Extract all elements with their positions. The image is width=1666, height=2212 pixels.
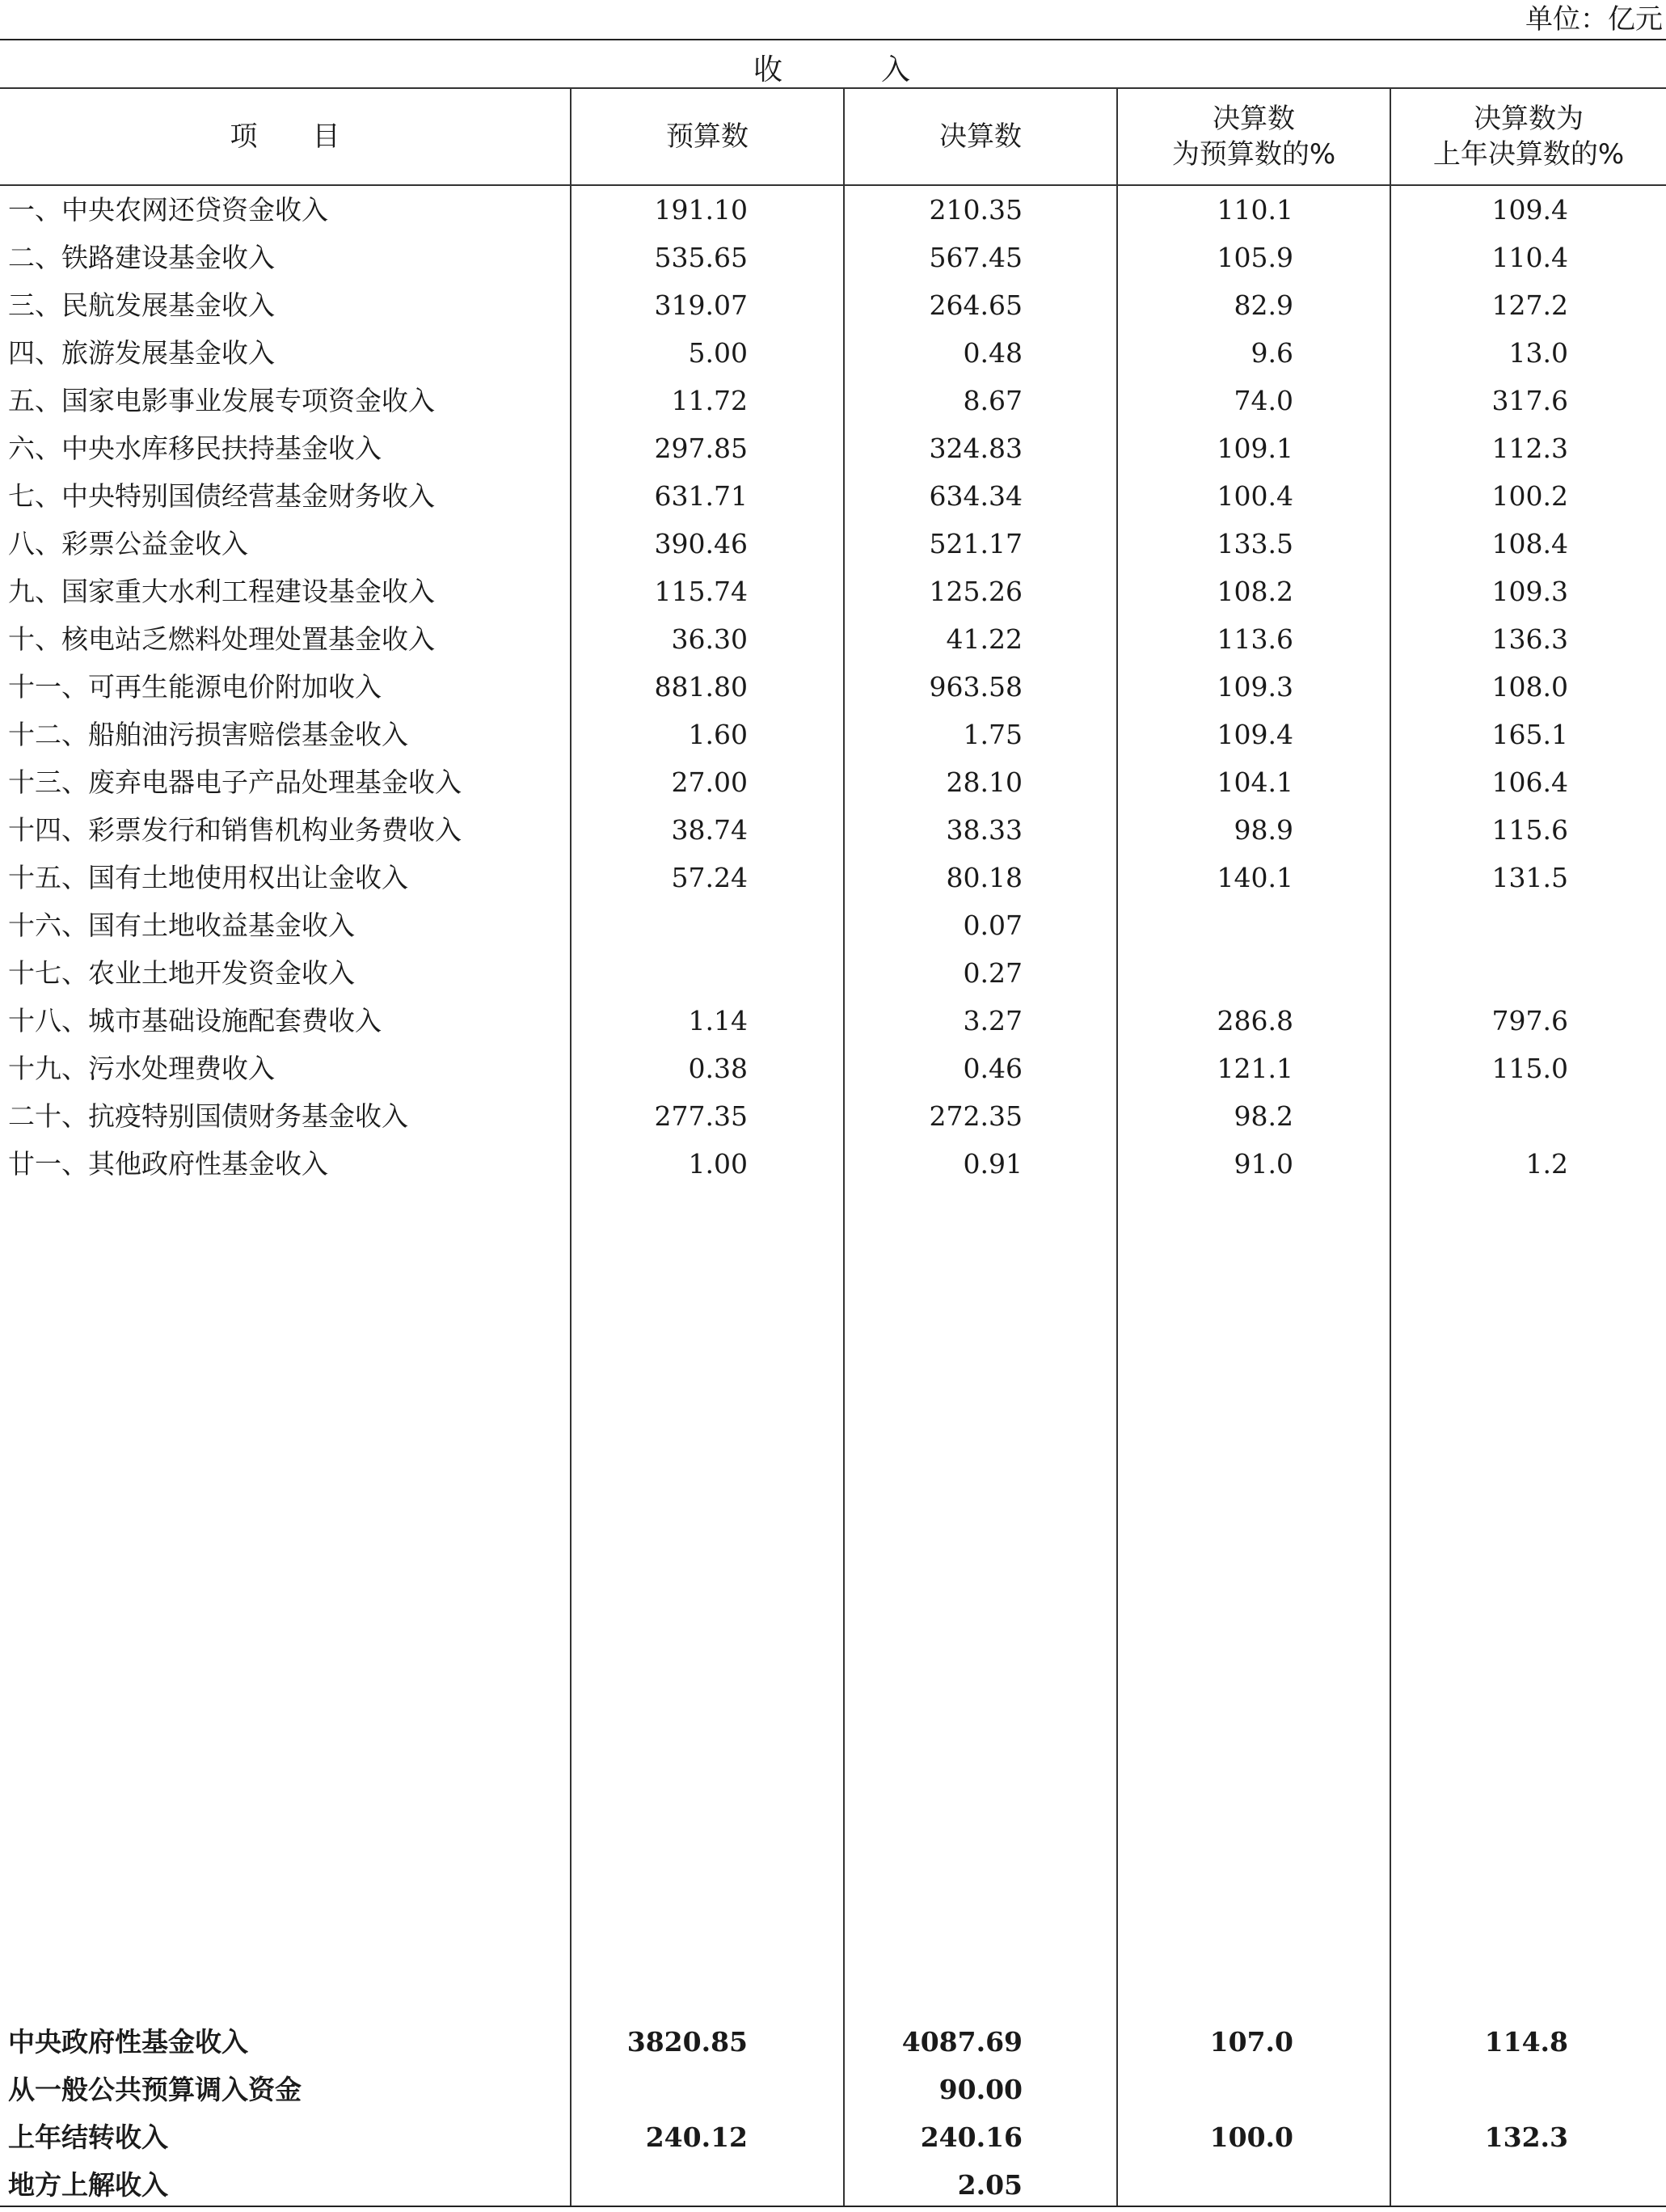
row-pct-last-year-value: 114.8 bbox=[1484, 2026, 1568, 2058]
row-pct-last-year-value: 106.4 bbox=[1491, 766, 1568, 798]
row-item-name: 上年结转收入 bbox=[8, 2121, 168, 2153]
row-pct-budget-value: 98.2 bbox=[1234, 1100, 1293, 1132]
row-pct-last-year-value bbox=[1390, 2161, 1568, 2209]
section-title-char-2: 入 bbox=[881, 53, 914, 87]
row-pct-budget-value: 107.0 bbox=[1209, 2026, 1293, 2058]
row-budget-value: 38.74 bbox=[671, 814, 748, 846]
row-pct-last-year-value bbox=[1390, 1092, 1568, 1140]
row-item-name: 六、中央水库移民扶持基金收入 bbox=[8, 433, 382, 464]
table-row bbox=[0, 901, 1666, 949]
row-pct-budget-value: 100.4 bbox=[1217, 480, 1293, 512]
table-row bbox=[0, 472, 1666, 520]
row-pct-budget-value: 98.9 bbox=[1234, 814, 1293, 846]
row-final-value: 567.45 bbox=[929, 242, 1023, 273]
row-pct-last-year-value: 13.0 bbox=[1508, 337, 1568, 369]
row-pct-budget-value: 113.6 bbox=[1217, 623, 1293, 655]
row-item-name: 十二、船舶油污损害赔偿基金收入 bbox=[8, 719, 408, 750]
row-final-value: 0.46 bbox=[963, 1053, 1023, 1084]
row-pct-budget-value: 105.9 bbox=[1217, 242, 1293, 273]
row-final-value: 324.83 bbox=[929, 433, 1023, 464]
column-header-budget bbox=[572, 89, 843, 184]
row-final-value: 0.27 bbox=[963, 957, 1023, 989]
row-final-value: 0.07 bbox=[963, 910, 1023, 941]
row-pct-last-year-value bbox=[1390, 2066, 1568, 2113]
row-final-value: 0.91 bbox=[963, 1148, 1023, 1180]
row-budget-value: 0.38 bbox=[688, 1053, 748, 1084]
column-header-final-pct-last-year bbox=[1391, 89, 1666, 184]
row-budget-value: 3820.85 bbox=[626, 2026, 748, 2058]
row-final-value: 272.35 bbox=[929, 1100, 1023, 1132]
row-pct-budget-value: 286.8 bbox=[1217, 1005, 1293, 1036]
row-budget-value: 1.14 bbox=[688, 1005, 748, 1036]
row-final-value: 3.27 bbox=[963, 1005, 1023, 1036]
row-final-value: 125.26 bbox=[929, 576, 1023, 607]
row-item-name: 廿一、其他政府性基金收入 bbox=[8, 1148, 328, 1180]
row-pct-budget-value bbox=[1124, 2161, 1293, 2209]
table-row bbox=[0, 2161, 1666, 2209]
column-header-line-1: 决算数为 bbox=[1474, 103, 1584, 135]
row-pct-last-year-value: 131.5 bbox=[1491, 862, 1568, 893]
row-final-value: 4087.69 bbox=[901, 2026, 1023, 2058]
column-header-item-label: 项 目 bbox=[230, 120, 340, 153]
row-final-value: 210.35 bbox=[929, 194, 1023, 226]
row-item-name: 三、民航发展基金收入 bbox=[8, 289, 275, 321]
row-item-name: 八、彩票公益金收入 bbox=[8, 528, 248, 559]
row-pct-budget-value: 82.9 bbox=[1234, 289, 1293, 321]
table-row bbox=[0, 758, 1666, 806]
row-item-name: 七、中央特别国债经营基金财务收入 bbox=[8, 480, 435, 512]
column-header-final-label: 决算数 bbox=[939, 120, 1022, 153]
row-item-name: 十四、彩票发行和销售机构业务费收入 bbox=[8, 814, 462, 846]
row-budget-value: 631.71 bbox=[654, 480, 748, 512]
row-item-name: 十九、污水处理费收入 bbox=[8, 1053, 275, 1084]
row-pct-budget-value: 9.6 bbox=[1251, 337, 1293, 369]
table-row bbox=[0, 1045, 1666, 1092]
table-row bbox=[0, 663, 1666, 711]
row-budget-value: 1.00 bbox=[688, 1148, 748, 1180]
row-budget-value: 297.85 bbox=[654, 433, 748, 464]
row-pct-budget-value: 100.0 bbox=[1209, 2121, 1293, 2153]
section-title-char-1: 收 bbox=[753, 53, 787, 87]
row-pct-last-year-value: 1.2 bbox=[1525, 1148, 1568, 1180]
table-row bbox=[0, 424, 1666, 472]
row-item-name: 十七、农业土地开发资金收入 bbox=[8, 957, 355, 989]
column-header-line-1: 决算数 bbox=[1213, 103, 1295, 135]
row-pct-budget-value: 74.0 bbox=[1234, 385, 1293, 416]
table-row bbox=[0, 377, 1666, 424]
table-row bbox=[0, 806, 1666, 854]
row-item-name: 十八、城市基础设施配套费收入 bbox=[8, 1005, 382, 1036]
row-item-name: 地方上解收入 bbox=[8, 2169, 168, 2201]
row-budget-value: 191.10 bbox=[654, 194, 748, 226]
table-row bbox=[0, 329, 1666, 377]
row-budget-value: 277.35 bbox=[654, 1100, 748, 1132]
column-header-row bbox=[0, 89, 1666, 186]
row-item-name: 十、核电站乏燃料处理处置基金收入 bbox=[8, 623, 435, 655]
row-budget-value bbox=[570, 901, 748, 949]
row-pct-budget-value bbox=[1124, 949, 1293, 997]
row-budget-value bbox=[570, 949, 748, 997]
row-pct-last-year-value: 112.3 bbox=[1491, 433, 1568, 464]
row-budget-value bbox=[570, 2161, 748, 2209]
row-pct-last-year-value: 115.0 bbox=[1491, 1053, 1568, 1084]
row-item-name: 九、国家重大水利工程建设基金收入 bbox=[8, 576, 435, 607]
row-final-value: 28.10 bbox=[946, 766, 1023, 798]
row-final-value: 8.67 bbox=[963, 385, 1023, 416]
row-item-name: 二、铁路建设基金收入 bbox=[8, 242, 275, 273]
row-pct-budget-value bbox=[1124, 2066, 1293, 2113]
table-row bbox=[0, 186, 1666, 234]
row-item-name: 十五、国有土地使用权出让金收入 bbox=[8, 862, 408, 893]
row-final-value: 80.18 bbox=[946, 862, 1023, 893]
table-row bbox=[0, 234, 1666, 281]
row-item-name: 十六、国有土地收益基金收入 bbox=[8, 910, 355, 941]
row-pct-last-year-value: 100.2 bbox=[1491, 480, 1568, 512]
column-header-line-2: 为预算数的% bbox=[1171, 138, 1336, 171]
revenue-table bbox=[0, 39, 1666, 2207]
row-pct-budget-value: 133.5 bbox=[1217, 528, 1293, 559]
row-pct-last-year-value bbox=[1390, 901, 1568, 949]
row-final-value: 963.58 bbox=[929, 671, 1023, 703]
row-pct-last-year-value: 109.4 bbox=[1491, 194, 1568, 226]
row-item-name: 一、中央农网还贷资金收入 bbox=[8, 194, 328, 226]
table-row bbox=[0, 1092, 1666, 1140]
row-item-name: 五、国家电影事业发展专项资金收入 bbox=[8, 385, 435, 416]
row-final-value: 0.48 bbox=[963, 337, 1023, 369]
row-budget-value: 240.12 bbox=[645, 2121, 748, 2153]
table-row bbox=[0, 568, 1666, 615]
row-pct-last-year-value bbox=[1390, 949, 1568, 997]
row-item-name: 十一、可再生能源电价附加收入 bbox=[8, 671, 382, 703]
table-row bbox=[0, 615, 1666, 663]
column-header-final-pct-budget bbox=[1118, 89, 1390, 184]
row-item-name: 从一般公共预算调入资金 bbox=[8, 2074, 302, 2105]
row-pct-last-year-value: 127.2 bbox=[1491, 289, 1568, 321]
row-pct-budget-value: 104.1 bbox=[1217, 766, 1293, 798]
row-final-value: 240.16 bbox=[920, 2121, 1023, 2153]
row-pct-budget-value: 109.1 bbox=[1217, 433, 1293, 464]
row-pct-budget-value: 91.0 bbox=[1234, 1148, 1293, 1180]
row-budget-value: 27.00 bbox=[671, 766, 748, 798]
row-item-name: 二十、抗疫特别国债财务基金收入 bbox=[8, 1100, 408, 1132]
row-pct-budget-value: 109.4 bbox=[1217, 719, 1293, 750]
table-row bbox=[0, 949, 1666, 997]
column-header-item bbox=[0, 89, 570, 184]
row-final-value: 90.00 bbox=[938, 2074, 1023, 2105]
row-final-value: 1.75 bbox=[963, 719, 1023, 750]
row-final-value: 2.05 bbox=[957, 2169, 1023, 2201]
row-budget-value: 535.65 bbox=[654, 242, 748, 273]
row-budget-value: 319.07 bbox=[654, 289, 748, 321]
table-row bbox=[0, 997, 1666, 1045]
row-budget-value: 36.30 bbox=[671, 623, 748, 655]
column-header-final bbox=[845, 89, 1116, 184]
table-row bbox=[0, 711, 1666, 758]
row-pct-budget-value: 121.1 bbox=[1217, 1053, 1293, 1084]
row-budget-value: 1.60 bbox=[688, 719, 748, 750]
row-budget-value: 5.00 bbox=[688, 337, 748, 369]
section-header bbox=[0, 40, 1666, 89]
row-budget-value: 881.80 bbox=[654, 671, 748, 703]
row-item-name: 中央政府性基金收入 bbox=[8, 2026, 248, 2058]
row-budget-value: 390.46 bbox=[654, 528, 748, 559]
row-pct-last-year-value: 797.6 bbox=[1491, 1005, 1568, 1036]
table-row bbox=[0, 854, 1666, 901]
row-pct-last-year-value: 108.0 bbox=[1491, 671, 1568, 703]
row-pct-last-year-value: 136.3 bbox=[1491, 623, 1568, 655]
row-final-value: 264.65 bbox=[929, 289, 1023, 321]
row-budget-value: 11.72 bbox=[671, 385, 748, 416]
row-item-name: 四、旅游发展基金收入 bbox=[8, 337, 275, 369]
row-final-value: 634.34 bbox=[929, 480, 1023, 512]
table-row bbox=[0, 2113, 1666, 2161]
row-pct-last-year-value: 115.6 bbox=[1491, 814, 1568, 846]
row-pct-last-year-value: 110.4 bbox=[1491, 242, 1568, 273]
column-header-line-2: 上年决算数的% bbox=[1432, 138, 1625, 171]
table-row bbox=[0, 1140, 1666, 1188]
row-final-value: 521.17 bbox=[929, 528, 1023, 559]
column-header-budget-label: 预算数 bbox=[666, 120, 749, 153]
row-pct-budget-value: 110.1 bbox=[1217, 194, 1293, 226]
row-item-name: 十三、废弃电器电子产品处理基金收入 bbox=[8, 766, 462, 798]
row-budget-value: 57.24 bbox=[671, 862, 748, 893]
row-pct-last-year-value: 317.6 bbox=[1491, 385, 1568, 416]
row-final-value: 41.22 bbox=[946, 623, 1023, 655]
table-row bbox=[0, 281, 1666, 329]
row-pct-budget-value bbox=[1124, 901, 1293, 949]
unit-label: 单位：亿元 bbox=[1525, 3, 1663, 36]
table-row bbox=[0, 520, 1666, 568]
row-pct-last-year-value: 109.3 bbox=[1491, 576, 1568, 607]
row-final-value: 38.33 bbox=[946, 814, 1023, 846]
row-pct-budget-value: 140.1 bbox=[1217, 862, 1293, 893]
row-pct-budget-value: 108.2 bbox=[1217, 576, 1293, 607]
row-pct-last-year-value: 165.1 bbox=[1491, 719, 1568, 750]
row-budget-value: 115.74 bbox=[654, 576, 748, 607]
table-row bbox=[0, 2066, 1666, 2113]
row-pct-budget-value: 109.3 bbox=[1217, 671, 1293, 703]
row-pct-last-year-value: 108.4 bbox=[1491, 528, 1568, 559]
row-budget-value bbox=[570, 2066, 748, 2113]
row-pct-last-year-value: 132.3 bbox=[1484, 2121, 1568, 2153]
table-row bbox=[0, 2018, 1666, 2066]
